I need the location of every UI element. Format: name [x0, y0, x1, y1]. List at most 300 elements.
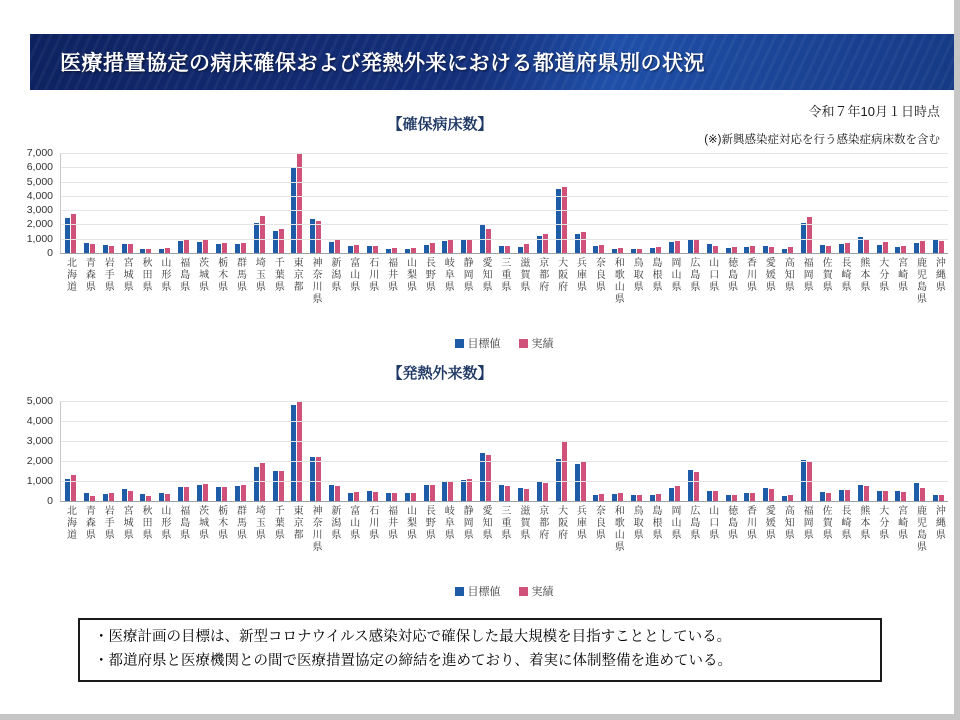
legend-label: 目標値: [467, 586, 501, 598]
x-cell: [891, 257, 910, 333]
x-label-山梨県: 山梨県: [404, 257, 416, 293]
x-label-鳥取県: 鳥取県: [631, 257, 643, 293]
bar-group-石川県: [363, 246, 382, 253]
legend-label: 目標値: [467, 338, 501, 350]
bar-目標値-神奈川県: [310, 457, 315, 501]
x-label-香川県: 香川県: [744, 257, 756, 293]
fever-chart-bars: [61, 401, 948, 501]
x-label-宮城県: 宮城県: [121, 505, 133, 541]
x-cell: [343, 257, 362, 333]
bar-目標値-長野県: [424, 485, 429, 501]
bar-実績-和歌山県: [618, 248, 623, 253]
x-cell: [872, 257, 891, 333]
bar-group-福島県: [174, 239, 193, 253]
x-label-広島県: 広島県: [687, 257, 699, 293]
x-label-静岡県: 静岡県: [461, 505, 473, 541]
y-tick-label: 0: [47, 247, 53, 259]
bar-group-宮崎県: [892, 491, 911, 501]
x-label-岐阜県: 岐阜県: [442, 257, 454, 293]
bar-group-鹿児島県: [910, 241, 929, 253]
x-cell: [476, 505, 495, 581]
bar-目標値-茨城県: [197, 242, 202, 253]
bar-目標値-佐賀県: [820, 245, 825, 253]
x-label-高知県: 高知県: [782, 257, 794, 293]
bar-実績-島根県: [656, 247, 661, 253]
bar-目標値-福井県: [386, 493, 391, 501]
bar-group-静岡県: [457, 479, 476, 501]
bar-実績-福井県: [392, 493, 397, 501]
x-cell: [570, 505, 589, 581]
x-label-島根県: 島根県: [650, 257, 662, 293]
as-of-date: 令和７年10月１日時点: [808, 104, 940, 119]
x-cell: [306, 505, 325, 581]
x-label-埼玉県: 埼玉県: [253, 505, 265, 541]
x-label-三重県: 三重県: [498, 505, 510, 541]
x-label-沖縄県: 沖縄県: [933, 257, 945, 293]
legend-swatch-icon: [455, 339, 464, 348]
fever-chart-legend: [60, 583, 948, 599]
x-cell: [117, 505, 136, 581]
chart-title-fever: 【発熱外来数】: [387, 365, 493, 382]
bar-group-青森県: [80, 493, 99, 501]
bar-目標値-宮崎県: [895, 247, 900, 253]
bar-group-山梨県: [401, 493, 420, 501]
bar-group-山形県: [155, 493, 174, 501]
bar-目標値-広島県: [688, 240, 693, 253]
x-label-千葉県: 千葉県: [272, 505, 284, 541]
bar-group-宮城県: [118, 244, 137, 253]
bar-group-埼玉県: [250, 463, 269, 501]
bar-実績-熊本県: [864, 486, 869, 501]
bar-目標値-群馬県: [235, 486, 240, 501]
bar-実績-高知県: [788, 247, 793, 253]
bar-実績-愛知県: [486, 229, 491, 253]
bar-group-宮崎県: [892, 246, 911, 253]
x-cell: [608, 505, 627, 581]
x-cell: [136, 505, 155, 581]
bar-group-神奈川県: [306, 457, 325, 501]
x-cell: [929, 257, 948, 333]
bar-group-新潟県: [325, 239, 344, 253]
bar-目標値-長崎県: [839, 490, 844, 501]
x-label-徳島県: 徳島県: [725, 505, 737, 541]
bar-実績-岡山県: [675, 241, 680, 253]
bar-目標値-秋田県: [140, 494, 145, 501]
bar-目標値-高知県: [782, 249, 787, 253]
x-cell: [324, 257, 343, 333]
x-label-福井県: 福井県: [385, 257, 397, 293]
bar-group-京都府: [533, 481, 552, 501]
x-label-大分県: 大分県: [876, 505, 888, 541]
fever-chart-plot-row: [10, 395, 948, 507]
x-label-大阪府: 大阪府: [555, 505, 567, 541]
bar-実績-佐賀県: [826, 246, 831, 253]
bar-group-秋田県: [137, 249, 156, 253]
bar-目標値-愛媛県: [763, 246, 768, 253]
bar-目標値-沖縄県: [933, 240, 938, 253]
bar-実績-石川県: [373, 492, 378, 501]
x-label-香川県: 香川県: [744, 505, 756, 541]
x-cell: [589, 505, 608, 581]
x-cell: [721, 257, 740, 333]
y-tick-label: 1,000: [26, 232, 53, 245]
legend-label: 実績: [531, 586, 554, 598]
bar-目標値-千葉県: [273, 231, 278, 253]
x-cell: [816, 257, 835, 333]
bar-group-富山県: [344, 245, 363, 253]
bar-実績-富山県: [354, 245, 359, 253]
x-cell: [79, 505, 98, 581]
bar-目標値-富山県: [348, 246, 353, 253]
bar-実績-長野県: [430, 243, 435, 253]
x-cell: [343, 505, 362, 581]
gridline: [61, 461, 948, 462]
x-label-宮城県: 宮城県: [121, 257, 133, 293]
bar-目標値-長野県: [424, 245, 429, 253]
bar-実績-岩手県: [109, 246, 114, 253]
x-label-福岡県: 福岡県: [801, 257, 813, 293]
bar-実績-大分県: [883, 242, 888, 253]
bar-group-長野県: [420, 485, 439, 501]
x-cell: [646, 505, 665, 581]
bar-group-岩手県: [99, 245, 118, 253]
x-label-滋賀県: 滋賀県: [517, 257, 529, 293]
x-cell: [154, 505, 173, 581]
bed-chart: [10, 148, 948, 351]
x-cell: [362, 257, 381, 333]
x-label-新潟県: 新潟県: [328, 257, 340, 293]
x-cell: [778, 257, 797, 333]
bar-実績-熊本県: [864, 239, 869, 253]
x-label-佐賀県: 佐賀県: [820, 257, 832, 293]
x-cell: [60, 257, 79, 333]
x-label-富山県: 富山県: [347, 505, 359, 541]
bar-目標値-岐阜県: [442, 482, 447, 501]
bar-目標値-静岡県: [461, 480, 466, 501]
bar-実績-千葉県: [279, 471, 284, 501]
bar-group-愛媛県: [759, 246, 778, 253]
x-label-沖縄県: 沖縄県: [933, 505, 945, 541]
bar-実績-奈良県: [599, 494, 604, 501]
bar-group-長崎県: [835, 490, 854, 501]
x-label-鹿児島県: 鹿児島県: [914, 257, 926, 305]
y-tick-label: 0: [47, 495, 53, 507]
page-title: 医療措置協定の病床確保および発熱外来における都道府県別の状況: [60, 52, 705, 75]
y-tick-label: 4,000: [26, 415, 53, 427]
x-cell: [249, 505, 268, 581]
x-cell: [853, 505, 872, 581]
x-cell: [570, 257, 589, 333]
x-label-愛媛県: 愛媛県: [763, 257, 775, 293]
x-cell: [532, 257, 551, 333]
x-label-北海道: 北海道: [64, 257, 76, 293]
bar-実績-大分県: [883, 491, 888, 501]
bar-実績-福島県: [184, 487, 189, 501]
x-label-大分県: 大分県: [876, 257, 888, 293]
bar-group-愛媛県: [759, 488, 778, 501]
bar-group-群馬県: [231, 485, 250, 501]
legend-item-実績: [519, 338, 554, 350]
gridline: [61, 481, 948, 482]
gridline: [61, 224, 948, 225]
x-label-鳥取県: 鳥取県: [631, 505, 643, 541]
x-cell: [551, 505, 570, 581]
bar-目標値-愛媛県: [763, 488, 768, 501]
bar-目標値-香川県: [744, 247, 749, 253]
x-cell: [627, 257, 646, 333]
x-label-静岡県: 静岡県: [461, 257, 473, 293]
bar-実績-山梨県: [411, 493, 416, 501]
bar-目標値-広島県: [688, 470, 693, 501]
bar-実績-三重県: [505, 246, 510, 253]
bar-目標値-滋賀県: [518, 488, 523, 501]
bar-実績-岐阜県: [448, 239, 453, 253]
bar-実績-兵庫県: [581, 232, 586, 253]
fever-chart-x-axis-labels: [60, 505, 948, 581]
bar-実績-青森県: [90, 496, 95, 501]
legend-label: 実績: [531, 338, 554, 350]
bar-group-長崎県: [835, 243, 854, 253]
bar-実績-埼玉県: [260, 463, 265, 501]
x-cell: [306, 257, 325, 333]
y-tick-label: 3,000: [26, 435, 53, 447]
bar-実績-岐阜県: [448, 481, 453, 501]
x-label-長崎県: 長崎県: [838, 257, 850, 293]
x-label-山形県: 山形県: [158, 257, 170, 293]
bar-実績-宮城県: [128, 244, 133, 253]
x-label-茨城県: 茨城県: [196, 257, 208, 293]
bar-group-静岡県: [457, 239, 476, 253]
x-label-山形県: 山形県: [158, 505, 170, 541]
bar-group-島根県: [646, 494, 665, 501]
bar-目標値-滋賀県: [518, 247, 523, 253]
bar-目標値-京都府: [537, 481, 542, 501]
bar-目標値-石川県: [367, 246, 372, 253]
x-cell: [400, 505, 419, 581]
bar-group-和歌山県: [608, 493, 627, 501]
bar-実績-奈良県: [599, 245, 604, 253]
x-label-愛知県: 愛知県: [480, 505, 492, 541]
summary-note-box: [78, 618, 882, 682]
bar-目標値-岡山県: [669, 242, 674, 253]
x-label-大阪府: 大阪府: [555, 257, 567, 293]
bar-目標値-長崎県: [839, 244, 844, 253]
bar-実績-佐賀県: [826, 493, 831, 501]
bar-目標値-岩手県: [103, 245, 108, 253]
legend-item-実績: [519, 586, 554, 598]
bar-実績-宮崎県: [901, 492, 906, 501]
x-label-京都府: 京都府: [536, 505, 548, 541]
x-label-徳島県: 徳島県: [725, 257, 737, 293]
bar-実績-山梨県: [411, 248, 416, 253]
x-cell: [457, 505, 476, 581]
x-cell: [627, 505, 646, 581]
x-label-岩手県: 岩手県: [102, 257, 114, 293]
bar-実績-神奈川県: [316, 457, 321, 501]
x-label-福岡県: 福岡県: [801, 505, 813, 541]
bar-group-福島県: [174, 487, 193, 501]
bar-目標値-大分県: [877, 245, 882, 253]
x-label-熊本県: 熊本県: [857, 257, 869, 293]
y-tick-label: 6,000: [26, 161, 53, 174]
x-label-長野県: 長野県: [423, 505, 435, 541]
bar-group-東京都: [288, 401, 307, 501]
bar-目標値-宮崎県: [895, 491, 900, 501]
bar-group-大分県: [873, 491, 892, 501]
bar-目標値-徳島県: [726, 495, 731, 501]
bar-目標値-岩手県: [103, 494, 108, 501]
bar-目標値-宮城県: [122, 489, 127, 501]
bed-chart-y-axis: [10, 147, 60, 259]
x-cell: [98, 257, 117, 333]
bar-group-石川県: [363, 491, 382, 501]
x-cell: [60, 505, 79, 581]
bar-目標値-栃木県: [216, 487, 221, 501]
y-tick-label: 3,000: [26, 204, 53, 217]
x-cell: [683, 257, 702, 333]
x-cell: [249, 257, 268, 333]
page-title-banner: [30, 34, 954, 90]
y-tick-label: 2,000: [26, 218, 53, 231]
bar-group-滋賀県: [514, 244, 533, 253]
x-cell: [551, 257, 570, 333]
x-cell: [381, 505, 400, 581]
bar-目標値-奈良県: [593, 246, 598, 253]
x-label-兵庫県: 兵庫県: [574, 257, 586, 293]
bar-実績-栃木県: [222, 487, 227, 501]
bar-group-福井県: [382, 248, 401, 253]
bar-実績-栃木県: [222, 243, 227, 253]
bar-実績-香川県: [750, 246, 755, 253]
bar-group-山口県: [703, 491, 722, 501]
bar-group-三重県: [495, 246, 514, 253]
x-label-山口県: 山口県: [706, 257, 718, 293]
x-cell: [797, 257, 816, 333]
bar-目標値-東京都: [291, 405, 296, 501]
bar-実績-石川県: [373, 246, 378, 253]
x-label-青森県: 青森県: [83, 505, 95, 541]
y-tick-label: 4,000: [26, 189, 53, 202]
x-label-青森県: 青森県: [83, 257, 95, 293]
bar-group-山梨県: [401, 248, 420, 253]
bar-group-広島県: [684, 239, 703, 253]
bar-実績-福岡県: [807, 217, 812, 253]
x-label-島根県: 島根県: [650, 505, 662, 541]
bar-実績-徳島県: [732, 495, 737, 501]
bar-目標値-山形県: [159, 493, 164, 501]
bar-group-徳島県: [722, 247, 741, 253]
bar-実績-京都府: [543, 234, 548, 253]
bar-group-京都府: [533, 234, 552, 253]
x-label-佐賀県: 佐賀県: [820, 505, 832, 541]
x-label-東京都: 東京都: [291, 257, 303, 293]
bar-group-茨城県: [193, 239, 212, 253]
bar-group-高知県: [778, 247, 797, 253]
bar-目標値-佐賀県: [820, 492, 825, 501]
bar-目標値-静岡県: [461, 239, 466, 253]
x-cell: [419, 257, 438, 333]
gridline: [61, 210, 948, 211]
bar-group-高知県: [778, 495, 797, 501]
summary-bullet-2: ・都道府県と医療機関との間で医療措置協定の締結を進めており、着実に体制整備を進めている。: [94, 652, 732, 669]
bar-group-広島県: [684, 470, 703, 501]
x-cell: [929, 505, 948, 581]
x-label-奈良県: 奈良県: [593, 257, 605, 293]
x-cell: [532, 505, 551, 581]
x-cell: [211, 257, 230, 333]
bar-group-滋賀県: [514, 488, 533, 501]
bar-目標値-鳥取県: [631, 249, 636, 253]
x-cell: [79, 257, 98, 333]
x-cell: [192, 257, 211, 333]
bar-実績-山形県: [165, 494, 170, 501]
x-label-神奈川県: 神奈川県: [310, 257, 322, 305]
x-label-長野県: 長野県: [423, 257, 435, 293]
bar-実績-宮崎県: [901, 246, 906, 253]
beds-footnote: (※)新興感染症対応を行う感染症病床数を含む: [704, 134, 940, 146]
bar-group-香川県: [741, 246, 760, 253]
x-cell: [438, 505, 457, 581]
x-cell: [98, 505, 117, 581]
x-cell: [154, 257, 173, 333]
x-label-栃木県: 栃木県: [215, 505, 227, 541]
bar-実績-埼玉県: [260, 216, 265, 253]
x-cell: [494, 257, 513, 333]
bar-実績-茨城県: [203, 484, 208, 501]
y-tick-label: 5,000: [26, 395, 53, 407]
x-cell: [589, 257, 608, 333]
gridline: [61, 441, 948, 442]
bar-group-鳥取県: [627, 249, 646, 253]
x-cell: [438, 257, 457, 333]
bar-実績-沖縄県: [939, 241, 944, 253]
x-label-茨城県: 茨城県: [196, 505, 208, 541]
bar-実績-岡山県: [675, 486, 680, 501]
bar-実績-秋田県: [146, 249, 151, 253]
bar-group-北海道: [61, 475, 80, 501]
gridline: [61, 196, 948, 197]
bar-実績-北海道: [71, 475, 76, 501]
bar-group-鹿児島県: [910, 483, 929, 501]
bar-実績-静岡県: [467, 479, 472, 501]
bar-実績-福島県: [184, 239, 189, 253]
bar-実績-三重県: [505, 486, 510, 501]
x-cell: [136, 257, 155, 333]
bar-目標値-岡山県: [669, 488, 674, 501]
bar-実績-島根県: [656, 494, 661, 501]
bar-目標値-福島県: [178, 241, 183, 253]
bar-実績-新潟県: [335, 486, 340, 501]
bar-目標値-千葉県: [273, 471, 278, 501]
bar-目標値-新潟県: [329, 242, 334, 253]
bar-group-香川県: [741, 493, 760, 501]
bar-group-岡山県: [665, 486, 684, 501]
bar-実績-山形県: [165, 248, 170, 253]
bar-目標値-青森県: [84, 243, 89, 253]
bar-目標値-島根県: [650, 248, 655, 253]
x-cell: [192, 505, 211, 581]
bar-group-三重県: [495, 485, 514, 501]
bar-目標値-岐阜県: [442, 241, 447, 253]
x-cell: [759, 505, 778, 581]
x-cell: [702, 257, 721, 333]
bar-実績-茨城県: [203, 239, 208, 253]
bar-group-佐賀県: [816, 492, 835, 501]
bar-目標値-兵庫県: [575, 234, 580, 253]
bar-目標値-徳島県: [726, 248, 731, 253]
x-cell: [665, 257, 684, 333]
summary-bullet-1: ・医療計画の目標は、新型コロナウイルス感染対応で確保した最大規模を目指すこととしている。: [94, 629, 732, 645]
